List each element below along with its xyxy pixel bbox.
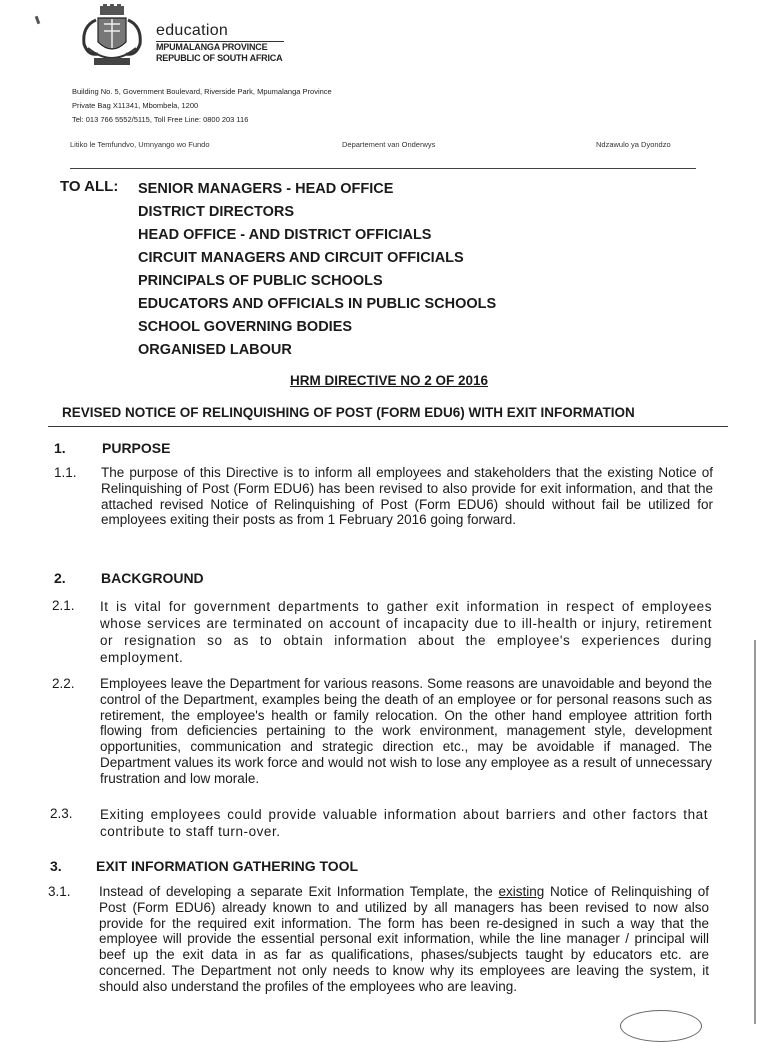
recipient-item: HEAD OFFICE - AND DISTRICT OFFICIALS [138,227,432,243]
address-line: Building No. 5, Government Boulevard, Riverside Park, Mpumalanga Province [72,87,332,96]
recipient-item: EDUCATORS AND OFFICIALS IN PUBLIC SCHOOLS [138,296,497,312]
section-title: PURPOSE [102,440,171,456]
scan-edge-line [754,640,756,1024]
subject-divider [48,426,728,427]
language-name: Litiko le Temfundvo, Umnyango wo Fundo [70,140,210,149]
recipient-item: PRINCIPALS OF PUBLIC SCHOOLS [138,273,383,289]
paragraph-number: 2.2. [52,676,75,691]
paragraph-text: It is vital for government departments to gather exit information in respect of employees whose services are terminated on account of incapacity due to ill-health or injury, retirement or resignation so as to obtain information about the employee's experiences during employment. [100,599,712,665]
address-line: Private Bag X11341, Mbombela, 1200 [72,101,199,110]
paragraph-text: Employees leave the Department for various reasons. Some reasons are unavoidable and beyond the control of the Department, examples being the death of an employee or for personal reasons such as retirement, the employee's health or family relocation. On the other hand employee attrition forth flowing from deficiencies pertaining to the work environment, management style, development opportunities, communication and strategic direction etc., may be avoidable if managed. The Department values its work force and would not wish to lose any employee as a result of unnecessary frustration and low morale. [100,676,712,786]
addressee-label: TO ALL: [60,178,119,195]
paragraph-text: Exiting employees could provide valuable information about barriers and other factors that contribute to staff turn-over. [100,807,708,839]
directive-subject: REVISED NOTICE OF RELINQUISHING OF POST (FORM EDU6) WITH EXIT INFORMATION [62,405,635,420]
section-number: 3. [50,858,62,874]
recipient-list [138,178,496,362]
recipient-item: SCHOOL GOVERNING BODIES [138,319,353,335]
recipient-item: ORGANISED LABOUR [138,342,292,358]
recipient-item: DISTRICT DIRECTORS [138,204,295,220]
language-name: Departement van Onderwys [342,140,436,149]
address-line: Tel: 013 766 5552/5115, Toll Free Line: 0800 203 116 [72,115,249,124]
letterhead-province: MPUMALANGA PROVINCE [156,42,268,52]
margin-mark [35,16,41,25]
paragraph-number: 2.1. [52,598,75,613]
letterhead-department: education [156,22,229,39]
stamp-edge [620,1010,702,1042]
paragraph-number: 3.1. [48,884,71,899]
recipient-item: SENIOR MANAGERS - HEAD OFFICE [138,181,394,197]
underlined-word: existing [498,884,545,899]
paragraph-number: 1.1. [54,465,77,480]
section-title: BACKGROUND [101,570,204,586]
coat-of-arms-icon [74,4,150,70]
paragraph-text-part: Notice of Relinquishing of Post (Form EDU6) already known to and utilized by all managers has been revised to now also provide for the required exit information. The form has been re-designed in such a way that the employee will provide the essential personal exit information, while the line manager / principal will beef up the exit data in as far as qualifications, phases/subjects taught by educators etc. are concerned. The Department not only needs to know why its employees are leaving the system, it should also understand the profiles of the employees who are leaving. [99,884,709,994]
recipient-item: CIRCUIT MANAGERS AND CIRCUIT OFFICIALS [138,250,464,266]
paragraph-number: 2.3. [50,806,73,821]
section-number: 2. [54,570,66,586]
paragraph-text [99,884,709,995]
section-number: 1. [54,440,66,456]
section-title: EXIT INFORMATION GATHERING TOOL [96,858,359,874]
letterhead-country: REPUBLIC OF SOUTH AFRICA [156,53,283,63]
header-divider [70,168,696,169]
paragraph-text-part: Instead of developing a separate Exit Information Template, the [99,884,499,899]
language-name: Ndzawulo ya Dyondzo [596,140,671,149]
directive-number: HRM DIRECTIVE NO 2 OF 2016 [289,373,489,388]
paragraph-text: The purpose of this Directive is to inform all employees and stakeholders that the existing Notice of Relinquishing of Post (Form EDU6) has been revised to also provide for exit information, and that the attached revised Notice of Relinquishing of Post (Form EDU6) should without fail be utilized for employees exiting their posts as from 1 February 2016 going forward. [101,465,713,528]
